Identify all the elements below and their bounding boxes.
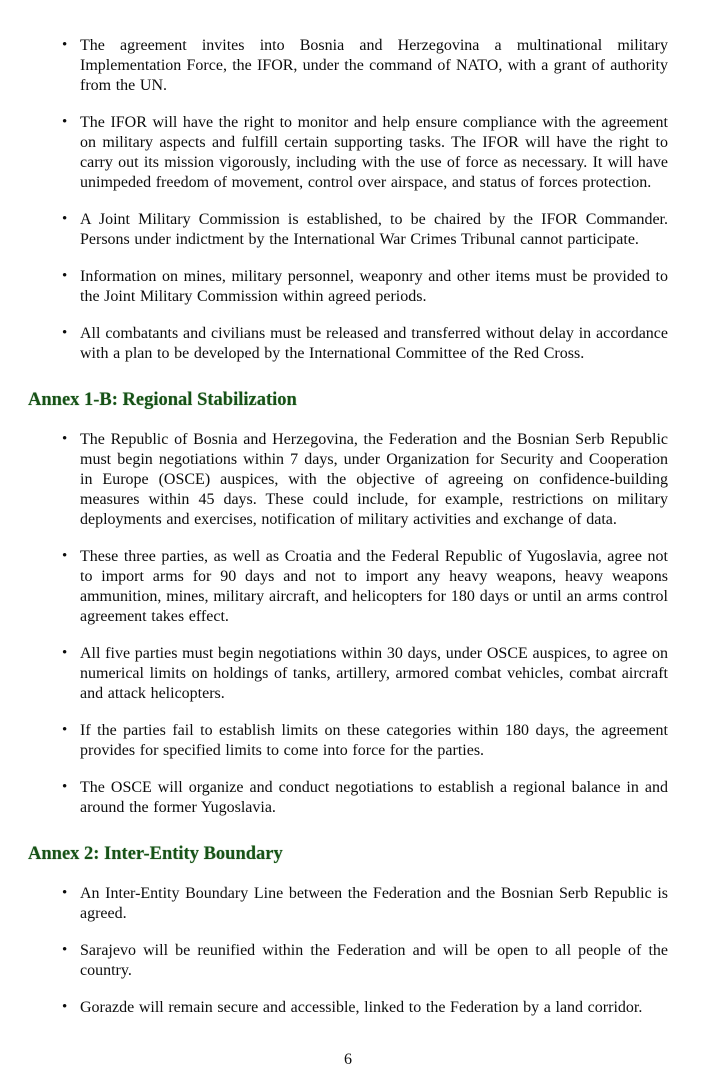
bullet-icon: • <box>62 211 68 227</box>
bullet-icon: • <box>62 37 68 53</box>
bullet-icon: • <box>62 548 68 564</box>
list-item <box>28 36 668 96</box>
bullet-text: A Joint Military Commission is established, to be chaired by the IFOR Commander. Persons under indictment by the International War Crimes Tribunal cannot participate. <box>80 211 668 248</box>
list-item <box>28 778 668 818</box>
list-item <box>28 210 668 250</box>
bullet-text: The OSCE will organize and conduct negotiations to establish a regional balance in and around the former Yugoslavia. <box>80 779 668 816</box>
bullet-icon: • <box>62 999 68 1015</box>
list-item <box>28 998 668 1018</box>
bullet-text: An Inter-Entity Boundary Line between the Federation and the Bosnian Serb Republic is agreed. <box>80 885 668 922</box>
section-annex-2 <box>28 843 668 1018</box>
page-number: 6 <box>344 1051 352 1068</box>
bullet-icon: • <box>62 779 68 795</box>
list-item <box>28 721 668 761</box>
bullet-list <box>28 430 668 818</box>
bullet-text: Information on mines, military personnel, weaponry and other items must be provided to the Joint Military Commission within agreed periods. <box>80 268 668 305</box>
bullet-text: Sarajevo will be reunified within the Federation and will be open to all people of the country. <box>80 942 668 979</box>
bullet-text: All combatants and civilians must be released and transferred without delay in accordance with a plan to be developed by the International Committee of the Red Cross. <box>80 325 668 362</box>
bullet-icon: • <box>62 645 68 661</box>
bullet-text: If the parties fail to establish limits on these categories within 180 days, the agreement provides for specified limits to come into force for the parties. <box>80 722 668 759</box>
list-item <box>28 644 668 704</box>
bullet-list <box>28 884 668 1018</box>
bullet-text: These three parties, as well as Croatia and the Federal Republic of Yugoslavia, agree not to import arms for 90 days and not to import any heavy weapons, heavy weapons ammunition, mines, military aircraft, and helicopters for 180 days or until an arms control agreement takes effect. <box>80 548 668 625</box>
bullet-icon: • <box>62 431 68 447</box>
heading-annex-2: Annex 2: Inter-Entity Boundary <box>28 844 283 864</box>
bullet-icon: • <box>62 325 68 341</box>
list-item <box>28 113 668 193</box>
heading-annex-1b: Annex 1-B: Regional Stabilization <box>28 390 297 410</box>
bullet-text: The IFOR will have the right to monitor and help ensure compliance with the agreement on military aspects and fulfill certain supporting tasks. The IFOR will have the right to carry out its mission vigorously, including with the use of force as necessary. It will have unimpeded freedom of movement, control over airspace, and status of forces protection. <box>80 114 668 191</box>
bullet-list <box>28 36 668 364</box>
list-item <box>28 547 668 627</box>
bullet-icon: • <box>62 722 68 738</box>
section-military-aspects <box>28 36 668 364</box>
bullet-text: The agreement invites into Bosnia and Herzegovina a multinational military Implementation Force, the IFOR, under the command of NATO, with a grant of authority from the UN. <box>80 37 668 94</box>
bullet-text: The Republic of Bosnia and Herzegovina, the Federation and the Bosnian Serb Republic must begin negotiations within 7 days, under Organization for Security and Cooperation in Europe (OSCE) auspices, with the objective of agreeing on confidence-building measures within 45 days. These could include, for example, restrictions on military deployments and exercises, notification of military activities and exchange of data. <box>80 431 668 528</box>
bullet-text: Gorazde will remain secure and accessible, linked to the Federation by a land corridor. <box>80 999 643 1016</box>
bullet-icon: • <box>62 114 68 130</box>
bullet-icon: • <box>62 885 68 901</box>
list-item <box>28 324 668 364</box>
list-item <box>28 941 668 981</box>
bullet-icon: • <box>62 942 68 958</box>
bullet-icon: • <box>62 268 68 284</box>
list-item <box>28 884 668 924</box>
list-item <box>28 267 668 307</box>
list-item <box>28 430 668 530</box>
section-annex-1b <box>28 389 668 818</box>
bullet-text: All five parties must begin negotiations within 30 days, under OSCE auspices, to agree on numerical limits on holdings of tanks, artillery, armored combat vehicles, combat aircraft and attack helicopters. <box>80 645 668 702</box>
